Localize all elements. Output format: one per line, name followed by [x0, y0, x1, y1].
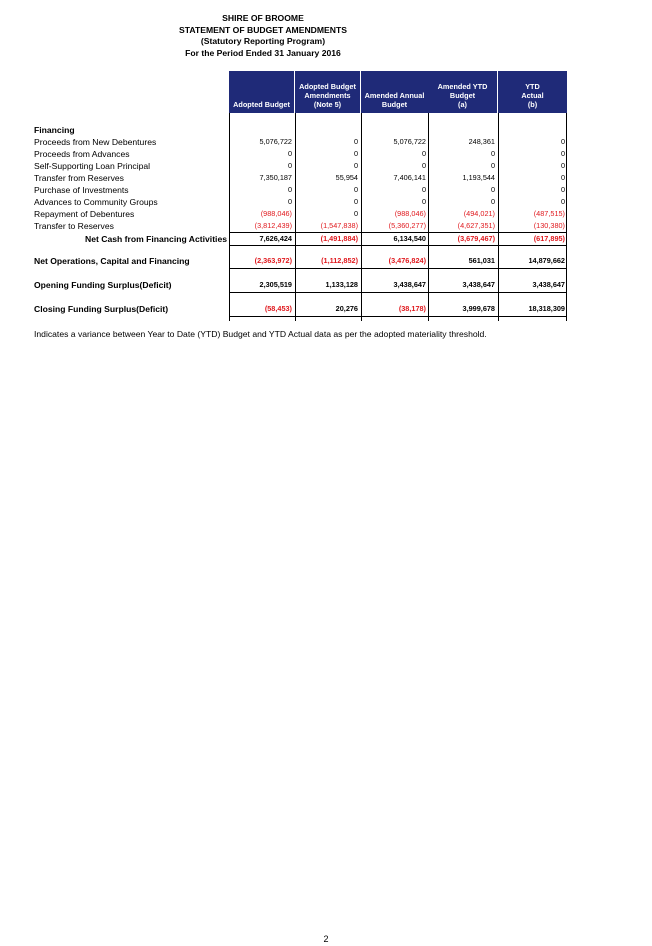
value-cell: 0	[421, 149, 426, 158]
row-label: Transfer to Reserves	[34, 221, 114, 231]
value-cell: (617,895)	[533, 234, 565, 243]
value-cell: 0	[490, 161, 495, 170]
row-label: Purchase of Investments	[34, 185, 129, 195]
column-header-line: Adopted Budget	[233, 100, 290, 109]
column-header-line: (a)	[458, 100, 467, 109]
column-header	[361, 71, 428, 113]
value-cell: 0	[560, 137, 565, 146]
value-cell: 3,438,647	[393, 280, 426, 289]
value-cell: (58,453)	[264, 304, 292, 313]
column-header-line: Budget	[381, 100, 408, 109]
column-header-line: Amendments	[304, 91, 351, 100]
value-cell: (1,547,838)	[320, 221, 358, 230]
total-label: Closing Funding Surplus(Deficit)	[34, 304, 169, 314]
value-cell: 0	[560, 161, 565, 170]
column-header-line: Adopted Budget	[299, 82, 356, 91]
value-cell: 0	[560, 185, 565, 194]
row-label: Transfer from Reserves	[34, 173, 124, 183]
report-title-block	[0, 13, 526, 59]
value-cell: 0	[287, 197, 292, 206]
column-separator	[566, 113, 567, 321]
value-cell: 6,134,540	[393, 234, 426, 243]
column-header-line: (Note 5)	[313, 100, 342, 109]
value-cell: (3,476,824)	[388, 256, 426, 265]
column-header-line: YTD	[525, 82, 540, 91]
rule-line	[229, 292, 567, 293]
org-name: SHIRE OF BROOME	[222, 13, 304, 23]
value-cell: (130,380)	[533, 221, 565, 230]
column-header-line: Actual	[521, 91, 544, 100]
value-cell: 0	[353, 149, 358, 158]
statement-title: STATEMENT OF BUDGET AMENDMENTS	[179, 24, 347, 35]
value-cell: 0	[287, 161, 292, 170]
rule-line	[229, 245, 567, 246]
value-cell: 2,305,519	[259, 280, 292, 289]
value-cell: 0	[490, 197, 495, 206]
value-cell: 0	[353, 161, 358, 170]
value-cell: 3,999,678	[462, 304, 495, 313]
value-cell: 0	[287, 185, 292, 194]
value-cell: 1,133,128	[325, 280, 358, 289]
value-cell: (4,627,351)	[457, 221, 495, 230]
value-cell: 561,031	[468, 256, 495, 265]
row-label: Advances to Community Groups	[34, 197, 158, 207]
rule-line	[229, 316, 567, 317]
value-cell: (487,515)	[533, 209, 565, 218]
value-cell: (988,046)	[260, 209, 292, 218]
column-header-line: Amended Annual	[364, 91, 425, 100]
value-cell: 0	[421, 197, 426, 206]
column-header	[428, 71, 497, 113]
value-cell: 1,193,544	[462, 173, 495, 182]
column-header-line: Amended YTD	[437, 82, 488, 91]
value-cell: 7,626,424	[259, 234, 292, 243]
row-label: Repayment of Debentures	[34, 209, 135, 219]
total-label: Net Operations, Capital and Financing	[34, 256, 190, 266]
value-cell: 248,361	[468, 137, 495, 146]
value-cell: 5,076,722	[393, 137, 426, 146]
value-cell: 55,954	[335, 173, 358, 182]
value-cell: 14,879,662	[528, 256, 565, 265]
value-cell: 3,438,647	[532, 280, 565, 289]
value-cell: 18,318,309	[528, 304, 565, 313]
section-heading: Financing	[34, 125, 75, 135]
value-cell: 0	[353, 197, 358, 206]
value-cell: 5,076,722	[259, 137, 292, 146]
value-cell: 0	[490, 185, 495, 194]
net-cash-label: Net Cash from Financing Activities	[85, 234, 227, 244]
value-cell: (38,178)	[398, 304, 426, 313]
value-cell: 20,276	[335, 304, 358, 313]
value-cell: (988,046)	[394, 209, 426, 218]
value-cell: 0	[287, 149, 292, 158]
column-header	[229, 71, 294, 113]
value-cell: 0	[421, 185, 426, 194]
value-cell: 3,438,647	[462, 280, 495, 289]
value-cell: 7,406,141	[393, 173, 426, 182]
value-cell: 0	[560, 173, 565, 182]
value-cell: 0	[421, 161, 426, 170]
value-cell: 0	[353, 137, 358, 146]
value-cell: (3,812,439)	[254, 221, 292, 230]
column-header-line: (b)	[527, 100, 538, 109]
page-number: 2	[323, 934, 329, 944]
value-cell: 0	[560, 197, 565, 206]
variance-footnote: Indicates a variance between Year to Date (YTD) Budget and YTD Actual data as per the adopted materiality threshold.	[34, 329, 487, 339]
value-cell: 7,350,187	[259, 173, 292, 182]
value-cell: (5,360,277)	[388, 221, 426, 230]
value-cell: 0	[490, 149, 495, 158]
value-cell: (2,363,972)	[254, 256, 292, 265]
value-cell: 0	[353, 185, 358, 194]
row-label: Proceeds from Advances	[34, 149, 130, 159]
row-label: Proceeds from New Debentures	[34, 137, 157, 147]
value-cell: (1,112,852)	[321, 256, 358, 265]
column-header-line: Budget	[449, 91, 476, 100]
value-cell: (1,491,884)	[320, 234, 358, 243]
rule-line	[229, 268, 567, 269]
value-cell: 0	[353, 209, 358, 218]
statement-subtitle: (Statutory Reporting Program)	[200, 36, 326, 47]
period-label: For the Period Ended 31 January 2016	[185, 47, 341, 58]
column-header	[498, 71, 567, 113]
row-label: Self-Supporting Loan Principal	[34, 161, 151, 171]
total-label: Opening Funding Surplus(Deficit)	[34, 280, 172, 290]
value-cell: (3,679,467)	[457, 234, 495, 243]
value-cell: (494,021)	[463, 209, 495, 218]
value-cell: 0	[560, 149, 565, 158]
column-header	[295, 71, 360, 113]
